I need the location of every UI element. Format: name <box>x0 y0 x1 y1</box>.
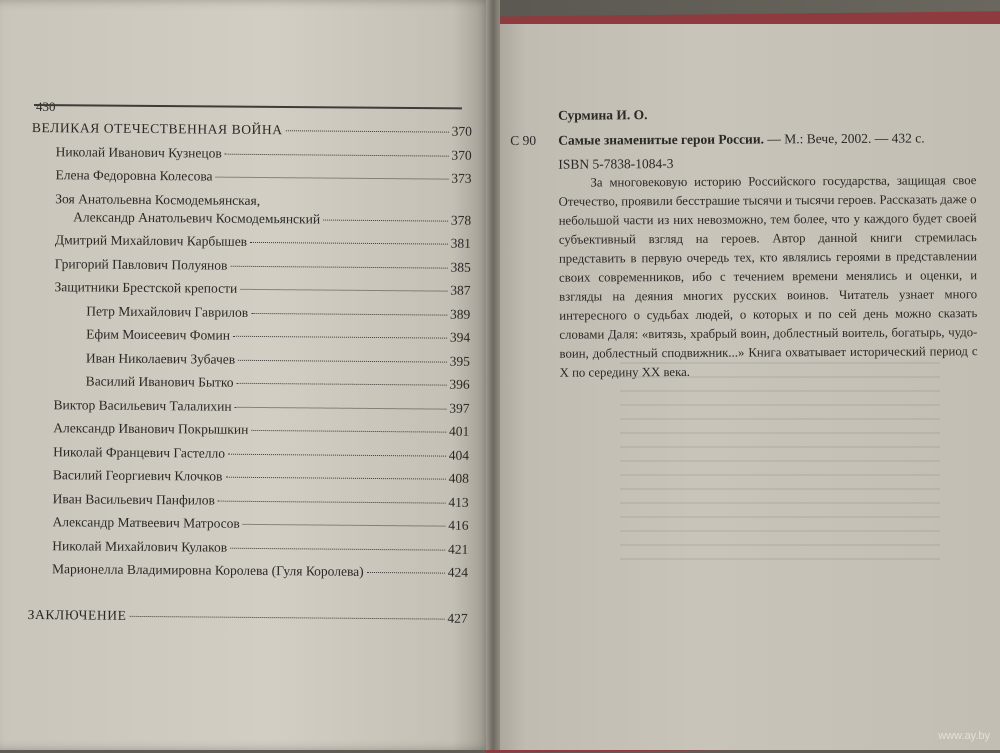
toc-entry-page: 387 <box>450 282 471 298</box>
toc-leader-dots <box>237 383 447 386</box>
toc-entry-label: Марионелла Владимировна Королева (Гуля Королева) <box>52 561 364 579</box>
toc-leader-dots <box>233 336 447 339</box>
show-through-text <box>620 360 940 560</box>
toc-entry-page: 396 <box>449 376 470 392</box>
toc-entry-label: Иван Васильевич Панфилов <box>52 490 215 508</box>
toc-entry-page: 370 <box>451 123 472 139</box>
toc-entry-label: Николай Иванович Кузнецов <box>55 143 222 161</box>
toc-entry-label: Григорий Павлович Полуянов <box>54 255 228 273</box>
toc-entry-label: Виктор Васильевич Талалихин <box>53 396 232 414</box>
toc-entry-page: 373 <box>451 170 472 186</box>
toc-leader-dots <box>240 289 447 292</box>
isbn: ISBN 5-7838-1084-3 <box>558 156 674 172</box>
toc-leader-dots <box>225 477 445 480</box>
toc-entry-page: 385 <box>450 259 471 275</box>
toc-entry-page: 389 <box>450 306 471 322</box>
toc-leader-dots <box>225 153 449 156</box>
toc-entry-label: Александр Матвеевич Матросов <box>52 514 240 531</box>
toc-entry-label: Александр Анатольевич Космодемьянский <box>73 208 321 227</box>
toc-entry-page: 421 <box>447 541 469 557</box>
toc-entry <box>28 606 468 633</box>
book-gutter <box>486 0 500 750</box>
toc-leader-dots <box>251 430 446 433</box>
toc-entry-label: Николай Францевич Гастелло <box>53 443 226 461</box>
book-title: Самые знаменитые герои России. <box>558 131 765 148</box>
toc-leader-dots <box>238 359 446 362</box>
toc-entry-label: Александр Иванович Покрышкин <box>53 420 249 437</box>
toc-entry-page: 413 <box>448 494 469 510</box>
toc-leader-dots <box>235 406 447 409</box>
toc-entry-label: Петр Михайлович Гаврилов <box>86 302 249 320</box>
toc-leader-dots <box>216 177 449 180</box>
toc-entry-page: 378 <box>450 212 472 228</box>
toc-entry-label: Дмитрий Михайлович Карбышев <box>54 232 248 249</box>
classification-code: С 90 <box>510 132 537 148</box>
toc-entry-page: 395 <box>449 353 470 369</box>
toc-leader-dots <box>323 219 448 221</box>
toc-entry-page: 381 <box>450 235 472 251</box>
toc-entry-label: ВЕЛИКАЯ ОТЕЧЕСТВЕННАЯ ВОЙНА <box>31 120 283 138</box>
toc-entry-page: 394 <box>449 329 471 345</box>
toc-entry-page: 416 <box>448 517 469 533</box>
toc-entry-page: 427 <box>447 610 468 626</box>
toc-entry-label: Елена Федоровна Колесова <box>55 167 213 184</box>
toc-leader-dots <box>230 265 447 268</box>
toc-entry-label: Василий Георгиевич Клочков <box>52 467 223 484</box>
toc-entry-page: 408 <box>448 470 469 486</box>
toc-leader-dots <box>230 547 445 550</box>
toc-leader-dots <box>243 524 445 527</box>
annotation-text: За многовековую историю Российского государства, защищая свое Отечество, проявили бесстрашие тысячи и тысячи героев. Рассказать даже о небольшой части из них невозможно, тем более, что у каждого будет своей субъективный взгляд на героев. Автор данной книги стремилась представить в первую очередь тех, кто являлись героями в представлении своих современников, ибо с течением времени менялись и оценки, и взгляды на деяния многих русских воинов. Читатель узнает много интересного о судьбах людей, о которых и по сей день можно сказать словами Даля: «витязь, храбрый воин, доблестный воитель, богатырь, чудо-воин, доблестный сподвижник...» Книга охватывает исторический период с X по середину XX века. <box>558 173 978 380</box>
toc-leader-dots <box>367 572 445 574</box>
author-name: Сурмина И. О. <box>557 107 648 123</box>
toc-entry-label: Василий Иванович Бытко <box>85 373 234 390</box>
toc-entry-label: Николай Михайлович Кулаков <box>52 537 228 555</box>
toc-leader-dots <box>129 615 444 619</box>
table-of-contents <box>28 120 472 634</box>
toc-leader-dots <box>250 242 448 245</box>
toc-entry-page: 397 <box>449 400 470 416</box>
toc-entry-page: 370 <box>451 147 472 163</box>
watermark: www.ay.by <box>938 730 990 742</box>
book-title-line <box>558 130 924 148</box>
toc-entry-page: 424 <box>447 564 469 580</box>
toc-entry-page: 401 <box>448 423 470 439</box>
page-number: 430 <box>36 99 56 114</box>
publication-info: — М.: Вече, 2002. — 432 с. <box>763 130 925 147</box>
toc-leader-dots <box>286 130 449 132</box>
toc-leader-dots <box>251 312 447 315</box>
toc-entry-page: 404 <box>448 447 470 463</box>
toc-leader-dots <box>218 500 446 503</box>
toc-entry-label: Зоя Анатольевна Космодемьянская, <box>55 190 261 208</box>
toc-entry-label: Иван Николаевич Зубачев <box>85 349 236 367</box>
toc-entry-label: Ефим Моисеевич Фомин <box>86 326 231 343</box>
toc-entry-label: ЗАКЛЮЧЕНИЕ <box>27 606 127 623</box>
toc-leader-dots <box>228 453 446 456</box>
toc-entry-label: Защитники Брестской крепости <box>54 279 238 296</box>
